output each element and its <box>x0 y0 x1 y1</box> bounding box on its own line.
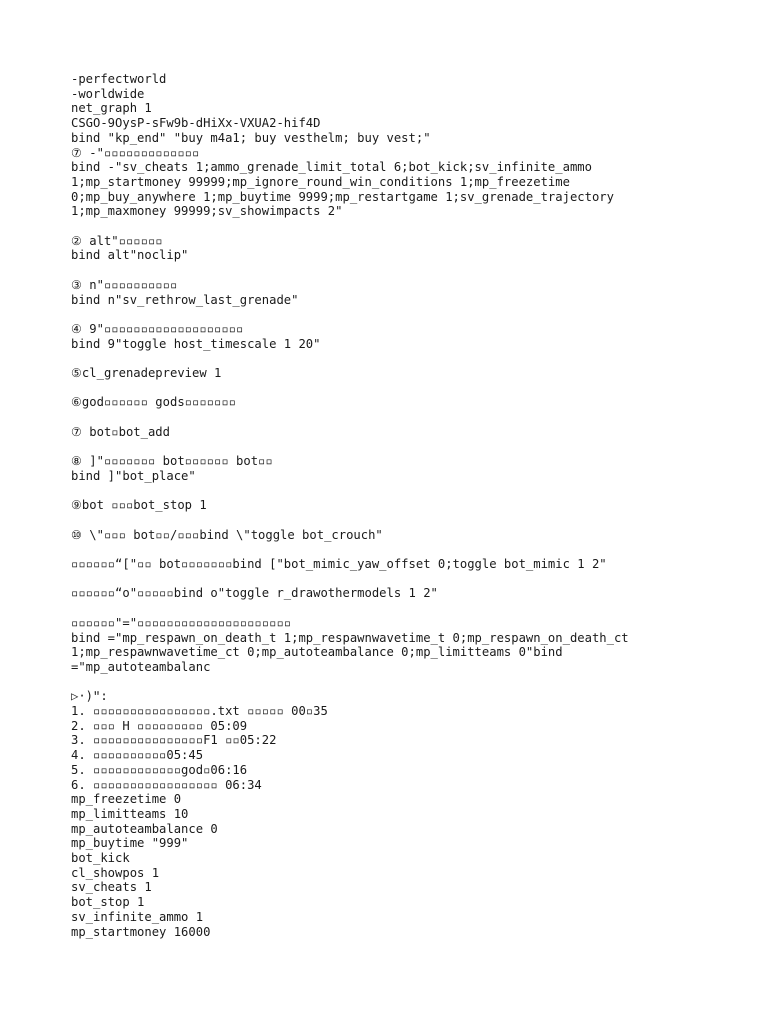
text-line: ④ 9"▫▫▫▫▫▫▫▫▫▫▫▫▫▫▫▫▫▫▫ <box>71 321 244 336</box>
text-line: ▷·)ʺ: <box>71 689 108 704</box>
text-line: bind 9"toggle host_timescale 1 20" <box>71 336 321 351</box>
text-line: bot_stop 1 <box>71 895 145 910</box>
text-line: -worldwide <box>71 86 145 101</box>
text-line: 6. ▫▫▫▫▫▫▫▫▫▫▫▫▫▫▫▫▫ 06:34 <box>71 777 262 792</box>
blank-line <box>71 219 751 234</box>
text-line: ⑦ bot▫bot_add <box>71 424 170 439</box>
text-line: ⑦ -"▫▫▫▫▫▫▫▫▫▫▫▫▫ <box>71 145 200 160</box>
text-line: 1;mp_maxmoney 99999;sv_showimpacts 2" <box>71 204 343 219</box>
text-line: sv_infinite_ammo 1 <box>71 909 204 924</box>
blank-line <box>71 601 751 616</box>
text-line: ▫▫▫▫▫▫“o"▫▫▫▫▫bind o"toggle r_drawothermodels 1 2" <box>71 586 438 601</box>
text-line: bind "kp_end" "buy m4a1; buy vesthelm; buy vest;" <box>71 130 431 145</box>
text-line: mp_autoteambalance 0 <box>71 821 218 836</box>
text-line: mp_limitteams 10 <box>71 806 189 821</box>
text-line: ▫▫▫▫▫▫"="▫▫▫▫▫▫▫▫▫▫▫▫▫▫▫▫▫▫▫▫▫ <box>71 615 292 630</box>
blank-line <box>71 572 751 587</box>
blank-line <box>71 410 751 425</box>
text-line: ▫▫▫▫▫▫“["▫▫ bot▫▫▫▫▫▫▫bind ["bot_mimic_yaw_offset 0;toggle bot_mimic 1 2" <box>71 557 607 572</box>
text-line: bind alt"noclip" <box>71 248 189 263</box>
text-line: sv_cheats 1 <box>71 880 152 895</box>
text-line: ="mp_autoteambalanc <box>71 659 211 674</box>
blank-line <box>71 439 751 454</box>
text-line: ⑩ \"▫▫▫ bot▫▫/▫▫▫bind \"toggle bot_crouch" <box>71 527 383 542</box>
text-line: ⑤cl_grenadepreview 1 <box>71 366 222 380</box>
document-body <box>71 72 751 939</box>
blank-line <box>71 351 751 366</box>
text-line: bind ]"bot_place" <box>71 468 196 483</box>
blank-line <box>71 484 751 499</box>
blank-line <box>71 263 751 278</box>
text-line: ⑨bot ▫▫▫bot_stop 1 <box>71 498 207 513</box>
text-line: 1;mp_startmoney 99999;mp_ignore_round_win_conditions 1;mp_freezetime <box>71 174 570 189</box>
blank-line <box>71 542 751 557</box>
text-line: 2. ▫▫▫ H ▫▫▫▫▫▫▫▫▫ 05:09 <box>71 718 248 733</box>
text-line: 3. ▫▫▫▫▫▫▫▫▫▫▫▫▫▫▫F1 ▫▫05:22 <box>71 733 277 748</box>
text-line: ⑥god▫▫▫▫▫▫ gods▫▫▫▫▫▫▫ <box>71 395 237 410</box>
blank-line <box>71 513 751 528</box>
text-line: 1. ▫▫▫▫▫▫▫▫▫▫▫▫▫▫▫▫.txt ▫▫▫▫▫ 00▫35 <box>71 704 328 719</box>
blank-line <box>71 381 751 396</box>
text-line: ③ n"▫▫▫▫▫▫▫▫▫▫ <box>71 277 178 292</box>
text-line: mp_freezetime 0 <box>71 792 182 807</box>
blank-line <box>71 675 751 690</box>
text-line: net_graph 1 <box>71 101 152 116</box>
text-line: 1;mp_respawnwavetime_ct 0;mp_autoteambalance 0;mp_limitteams 0"bind <box>71 645 563 660</box>
text-line: 5. ▫▫▫▫▫▫▫▫▫▫▫▫god▫06:16 <box>71 762 248 777</box>
text-line: ② alt"▫▫▫▫▫▫ <box>71 233 163 248</box>
text-line: bind -"sv_cheats 1;ammo_grenade_limit_total 6;bot_kick;sv_infinite_ammo <box>71 160 592 175</box>
text-line: mp_startmoney 16000 <box>71 924 211 939</box>
blank-line <box>71 307 751 322</box>
text-line: 4. ▫▫▫▫▫▫▫▫▫▫05:45 <box>71 748 204 763</box>
text-line: bind ="mp_respawn_on_death_t 1;mp_respawnwavetime_t 0;mp_respawn_on_death_ct <box>71 630 629 645</box>
text-line: cl_showpos 1 <box>71 865 160 880</box>
text-line: 0;mp_buy_anywhere 1;mp_buytime 9999;mp_restartgame 1;sv_grenade_trajectory <box>71 189 614 204</box>
text-line: -perfectworld <box>71 72 167 86</box>
text-line: bind n"sv_rethrow_last_grenade" <box>71 292 299 307</box>
text-line: ⑧ ]"▫▫▫▫▫▫▫ bot▫▫▫▫▫▫ bot▫▫ <box>71 454 273 469</box>
text-line: CSGO-9OysP-sFw9b-dHiXx-VXUA2-hif4D <box>71 116 321 131</box>
text-line: bot_kick <box>71 851 130 866</box>
text-line: mp_buytime "999" <box>71 836 189 851</box>
